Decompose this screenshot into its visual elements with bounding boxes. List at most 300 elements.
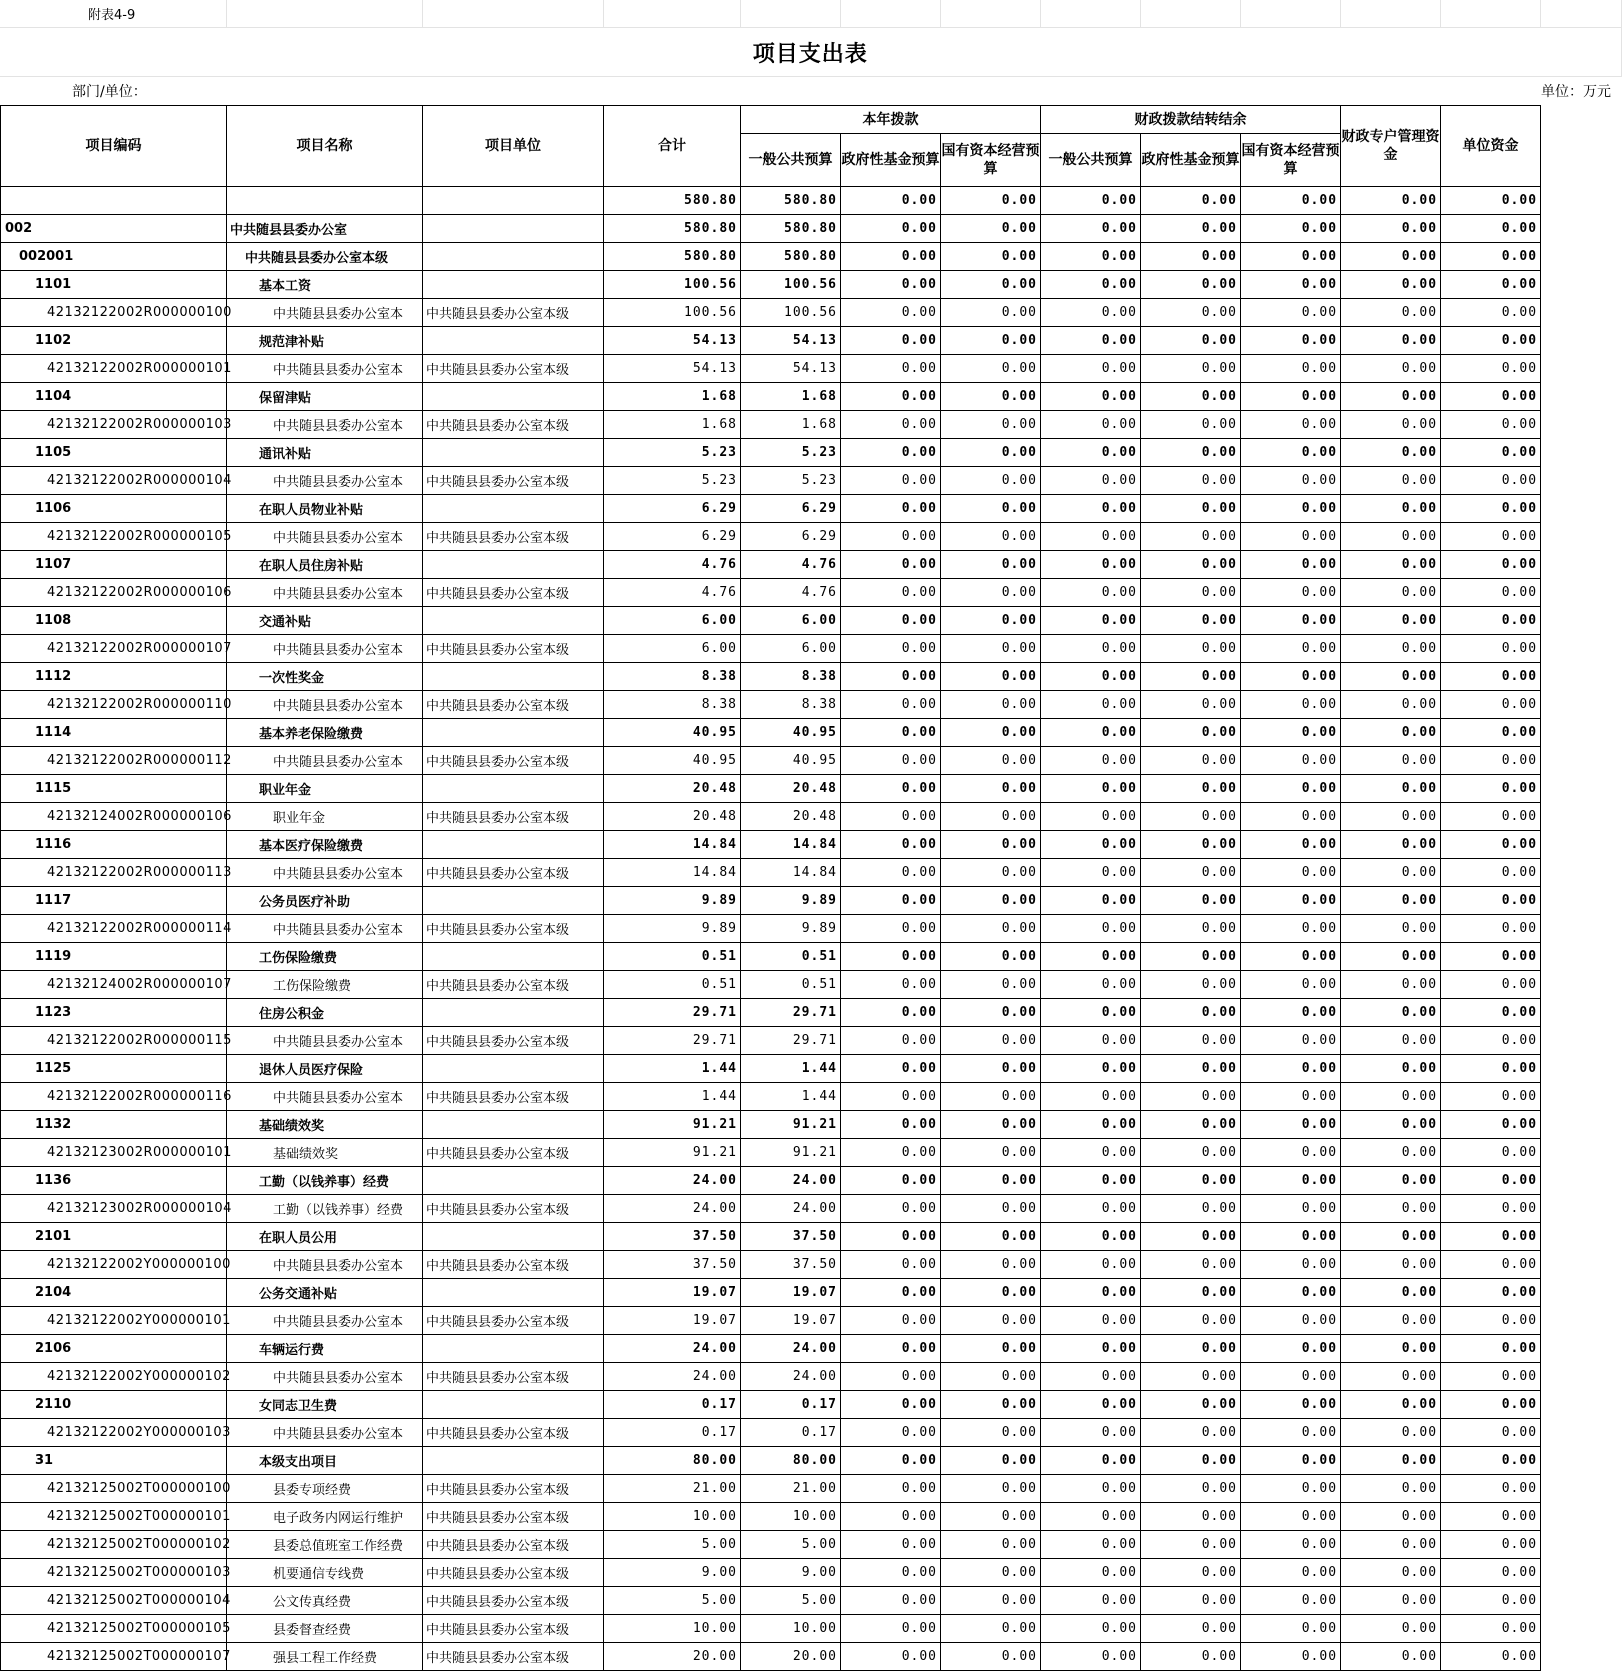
cell-value[interactable]: 0.00 bbox=[841, 215, 941, 243]
cell-name[interactable]: 中共随县县委办公室本 bbox=[227, 691, 423, 719]
cell-value[interactable]: 0.00 bbox=[941, 691, 1041, 719]
cell-value[interactable]: 19.07 bbox=[741, 1307, 841, 1335]
cell-name[interactable]: 基本养老保险缴费 bbox=[227, 719, 423, 747]
cell-code[interactable]: 42132122002R000000104 bbox=[1, 467, 227, 495]
cell-value[interactable]: 0.00 bbox=[941, 1475, 1041, 1503]
cell-value[interactable]: 0.00 bbox=[1341, 1503, 1441, 1531]
cell-value[interactable]: 0.00 bbox=[1041, 1251, 1141, 1279]
cell-value[interactable]: 0.00 bbox=[1041, 691, 1141, 719]
cell-value[interactable]: 80.00 bbox=[604, 1447, 741, 1475]
cell-value[interactable]: 37.50 bbox=[604, 1223, 741, 1251]
cell-value[interactable]: 580.80 bbox=[604, 215, 741, 243]
cell-value[interactable]: 0.00 bbox=[941, 327, 1041, 355]
cell-value[interactable]: 0.00 bbox=[1141, 299, 1241, 327]
cell-value[interactable]: 0.00 bbox=[1241, 747, 1341, 775]
cell-code[interactable]: 1123 bbox=[1, 999, 227, 1027]
cell-value[interactable]: 91.21 bbox=[741, 1139, 841, 1167]
cell-unit[interactable] bbox=[423, 663, 604, 691]
cell-code[interactable]: 42132125002T000000100 bbox=[1, 1475, 227, 1503]
cell-value[interactable]: 9.89 bbox=[741, 887, 841, 915]
cell-value[interactable]: 0.00 bbox=[1141, 1447, 1241, 1475]
cell-value[interactable]: 0.00 bbox=[1441, 915, 1541, 943]
cell-name[interactable]: 中共随县县委办公室本 bbox=[227, 1307, 423, 1335]
cell-value[interactable]: 0.00 bbox=[841, 915, 941, 943]
cell-code[interactable]: 42132125002T000000107 bbox=[1, 1643, 227, 1671]
cell-value[interactable]: 0.00 bbox=[1441, 1279, 1541, 1307]
cell-value[interactable]: 0.00 bbox=[1241, 859, 1341, 887]
cell-name[interactable]: 中共随县县委办公室本 bbox=[227, 915, 423, 943]
cell-value[interactable]: 0.00 bbox=[941, 1363, 1041, 1391]
cell-value[interactable]: 0.00 bbox=[841, 971, 941, 999]
cell-value[interactable]: 0.00 bbox=[1141, 691, 1241, 719]
cell-value[interactable]: 0.00 bbox=[1341, 1167, 1441, 1195]
cell-name[interactable]: 通讯补贴 bbox=[227, 439, 423, 467]
cell-unit[interactable]: 中共随县县委办公室本级 bbox=[423, 915, 604, 943]
cell-value[interactable]: 0.00 bbox=[1441, 1223, 1541, 1251]
cell-value[interactable]: 0.00 bbox=[841, 1167, 941, 1195]
cell-value[interactable]: 54.13 bbox=[741, 355, 841, 383]
cell-value[interactable]: 0.00 bbox=[1441, 859, 1541, 887]
cell-value[interactable]: 0.00 bbox=[941, 747, 1041, 775]
cell-name[interactable]: 基本工资 bbox=[227, 271, 423, 299]
cell-value[interactable]: 0.00 bbox=[1341, 915, 1441, 943]
cell-code[interactable]: 1106 bbox=[1, 495, 227, 523]
cell-value[interactable]: 4.76 bbox=[604, 579, 741, 607]
cell-name[interactable]: 职业年金 bbox=[227, 803, 423, 831]
cell-value[interactable]: 0.00 bbox=[1441, 635, 1541, 663]
cell-value[interactable]: 0.00 bbox=[1041, 1475, 1141, 1503]
cell-value[interactable]: 1.44 bbox=[604, 1055, 741, 1083]
cell-code[interactable]: 42132122002R000000114 bbox=[1, 915, 227, 943]
cell-value[interactable]: 0.00 bbox=[1141, 523, 1241, 551]
cell-code[interactable]: 1117 bbox=[1, 887, 227, 915]
cell-value[interactable]: 0.00 bbox=[1141, 1559, 1241, 1587]
cell-name[interactable]: 公文传真经费 bbox=[227, 1587, 423, 1615]
cell-value[interactable]: 0.00 bbox=[1141, 411, 1241, 439]
cell-value[interactable]: 0.00 bbox=[1041, 1027, 1141, 1055]
cell-code[interactable]: 1132 bbox=[1, 1111, 227, 1139]
cell-value[interactable]: 0.00 bbox=[1341, 999, 1441, 1027]
cell-value[interactable]: 0.00 bbox=[1241, 1055, 1341, 1083]
cell-unit[interactable] bbox=[423, 383, 604, 411]
cell-value[interactable]: 0.00 bbox=[1241, 775, 1341, 803]
cell-name[interactable]: 一次性奖金 bbox=[227, 663, 423, 691]
cell-value[interactable]: 20.48 bbox=[741, 803, 841, 831]
cell-code[interactable]: 42132122002R000000112 bbox=[1, 747, 227, 775]
cell-name[interactable]: 机要通信专线费 bbox=[227, 1559, 423, 1587]
cell-unit[interactable] bbox=[423, 1335, 604, 1363]
cell-value[interactable]: 4.76 bbox=[604, 551, 741, 579]
cell-value[interactable]: 0.00 bbox=[1041, 663, 1141, 691]
cell-value[interactable]: 0.00 bbox=[1241, 1167, 1341, 1195]
cell-code[interactable]: 2106 bbox=[1, 1335, 227, 1363]
cell-value[interactable]: 0.00 bbox=[1141, 579, 1241, 607]
cell-value[interactable]: 0.00 bbox=[841, 1139, 941, 1167]
cell-value[interactable]: 14.84 bbox=[604, 859, 741, 887]
cell-value[interactable]: 0.00 bbox=[1241, 607, 1341, 635]
cell-code[interactable]: 42132122002R000000107 bbox=[1, 635, 227, 663]
cell-unit[interactable]: 中共随县县委办公室本级 bbox=[423, 1475, 604, 1503]
cell-value[interactable]: 5.23 bbox=[741, 467, 841, 495]
cell-value[interactable]: 0.00 bbox=[941, 1615, 1041, 1643]
cell-value[interactable]: 0.00 bbox=[1341, 1419, 1441, 1447]
cell-value[interactable]: 0.00 bbox=[1141, 1055, 1241, 1083]
cell-code[interactable]: 1115 bbox=[1, 775, 227, 803]
cell-value[interactable]: 0.00 bbox=[941, 859, 1041, 887]
cell-value[interactable]: 0.00 bbox=[1141, 1503, 1241, 1531]
cell-value[interactable]: 0.00 bbox=[1441, 1391, 1541, 1419]
cell-code[interactable]: 1102 bbox=[1, 327, 227, 355]
cell-code[interactable]: 1108 bbox=[1, 607, 227, 635]
cell-value[interactable]: 37.50 bbox=[741, 1251, 841, 1279]
cell-value[interactable]: 0.00 bbox=[841, 747, 941, 775]
cell-value[interactable]: 0.00 bbox=[1341, 719, 1441, 747]
cell-name[interactable]: 公务交通补贴 bbox=[227, 1279, 423, 1307]
cell-name[interactable]: 强县工程工作经费 bbox=[227, 1643, 423, 1671]
cell-value[interactable]: 0.00 bbox=[841, 999, 941, 1027]
cell-value[interactable]: 0.00 bbox=[1241, 1559, 1341, 1587]
cell-value[interactable]: 0.00 bbox=[1041, 1083, 1141, 1111]
cell-value[interactable]: 0.00 bbox=[941, 551, 1041, 579]
cell-value[interactable]: 0.00 bbox=[1041, 635, 1141, 663]
cell-value[interactable]: 1.44 bbox=[741, 1083, 841, 1111]
cell-value[interactable]: 0.00 bbox=[1241, 439, 1341, 467]
cell-value[interactable]: 0.00 bbox=[1141, 1391, 1241, 1419]
cell-value[interactable]: 0.51 bbox=[604, 943, 741, 971]
cell-unit[interactable]: 中共随县县委办公室本级 bbox=[423, 1419, 604, 1447]
cell-value[interactable]: 0.00 bbox=[841, 1279, 941, 1307]
cell-value[interactable]: 0.00 bbox=[841, 495, 941, 523]
cell-value[interactable]: 0.00 bbox=[1041, 579, 1141, 607]
cell-value[interactable]: 0.00 bbox=[1441, 1139, 1541, 1167]
cell-name[interactable]: 工勤（以钱养事）经费 bbox=[227, 1195, 423, 1223]
cell-value[interactable]: 0.00 bbox=[941, 1391, 1041, 1419]
cell-value[interactable]: 0.00 bbox=[1241, 1643, 1341, 1671]
cell-value[interactable]: 0.00 bbox=[1241, 635, 1341, 663]
cell-value[interactable]: 0.00 bbox=[1241, 971, 1341, 999]
cell-value[interactable]: 0.00 bbox=[1341, 1083, 1441, 1111]
cell-value[interactable]: 14.84 bbox=[604, 831, 741, 859]
cell-value[interactable]: 0.00 bbox=[1341, 523, 1441, 551]
cell-unit[interactable]: 中共随县县委办公室本级 bbox=[423, 1559, 604, 1587]
cell-value[interactable]: 0.00 bbox=[941, 1307, 1041, 1335]
cell-value[interactable]: 91.21 bbox=[604, 1139, 741, 1167]
cell-value[interactable]: 0.00 bbox=[1041, 1643, 1141, 1671]
cell-value[interactable]: 0.00 bbox=[941, 1447, 1041, 1475]
cell-value[interactable]: 0.00 bbox=[1241, 1391, 1341, 1419]
cell-unit[interactable] bbox=[423, 439, 604, 467]
cell-value[interactable]: 6.00 bbox=[741, 607, 841, 635]
cell-unit[interactable]: 中共随县县委办公室本级 bbox=[423, 579, 604, 607]
cell-value[interactable]: 0.51 bbox=[741, 971, 841, 999]
cell-value[interactable]: 0.00 bbox=[1341, 663, 1441, 691]
cell-value[interactable]: 40.95 bbox=[741, 747, 841, 775]
cell-code[interactable]: 42132125002T000000102 bbox=[1, 1531, 227, 1559]
cell-value[interactable]: 0.00 bbox=[1441, 1111, 1541, 1139]
cell-value[interactable]: 0.00 bbox=[1241, 1335, 1341, 1363]
cell-value[interactable]: 0.00 bbox=[1141, 1195, 1241, 1223]
cell-value[interactable]: 4.76 bbox=[741, 551, 841, 579]
cell-value[interactable]: 0.00 bbox=[841, 663, 941, 691]
cell-value[interactable]: 0.00 bbox=[1441, 1615, 1541, 1643]
cell-value[interactable]: 0.00 bbox=[1041, 299, 1141, 327]
cell-value[interactable]: 0.00 bbox=[841, 1363, 941, 1391]
cell-value[interactable]: 0.00 bbox=[1041, 495, 1141, 523]
cell-unit[interactable] bbox=[423, 1167, 604, 1195]
cell-value[interactable]: 24.00 bbox=[741, 1335, 841, 1363]
cell-value[interactable]: 0.00 bbox=[1441, 719, 1541, 747]
cell-value[interactable]: 0.00 bbox=[1341, 1055, 1441, 1083]
cell-value[interactable]: 24.00 bbox=[741, 1363, 841, 1391]
cell-unit[interactable]: 中共随县县委办公室本级 bbox=[423, 1027, 604, 1055]
cell-value[interactable]: 0.00 bbox=[1141, 831, 1241, 859]
cell-unit[interactable]: 中共随县县委办公室本级 bbox=[423, 635, 604, 663]
cell-value[interactable]: 0.00 bbox=[1041, 1587, 1141, 1615]
cell-value[interactable]: 0.00 bbox=[941, 1587, 1041, 1615]
cell-value[interactable]: 0.00 bbox=[1341, 971, 1441, 999]
cell-unit[interactable] bbox=[423, 327, 604, 355]
cell-value[interactable]: 0.00 bbox=[1241, 803, 1341, 831]
cell-value[interactable]: 0.00 bbox=[941, 915, 1041, 943]
cell-value[interactable]: 0.00 bbox=[941, 467, 1041, 495]
cell-value[interactable]: 0.00 bbox=[1141, 355, 1241, 383]
cell-unit[interactable]: 中共随县县委办公室本级 bbox=[423, 747, 604, 775]
cell-value[interactable]: 5.23 bbox=[741, 439, 841, 467]
cell-value[interactable]: 0.00 bbox=[1341, 691, 1441, 719]
cell-value[interactable]: 0.00 bbox=[1341, 859, 1441, 887]
cell-value[interactable]: 20.48 bbox=[604, 775, 741, 803]
cell-name[interactable]: 在职人员物业补贴 bbox=[227, 495, 423, 523]
cell-value[interactable]: 0.00 bbox=[841, 1447, 941, 1475]
cell-value[interactable]: 0.00 bbox=[1141, 1335, 1241, 1363]
cell-value[interactable]: 0.00 bbox=[941, 1559, 1041, 1587]
cell-value[interactable]: 0.00 bbox=[841, 1111, 941, 1139]
cell-value[interactable]: 0.00 bbox=[1441, 1559, 1541, 1587]
cell-value[interactable]: 0.00 bbox=[1041, 943, 1141, 971]
cell-value[interactable]: 0.00 bbox=[941, 411, 1041, 439]
cell-value[interactable]: 0.00 bbox=[1341, 215, 1441, 243]
cell-value[interactable]: 5.00 bbox=[604, 1587, 741, 1615]
cell-value[interactable]: 0.00 bbox=[1041, 187, 1141, 215]
cell-value[interactable]: 0.00 bbox=[1241, 411, 1341, 439]
cell-value[interactable]: 0.51 bbox=[604, 971, 741, 999]
cell-code[interactable]: 42132123002R000000104 bbox=[1, 1195, 227, 1223]
cell-value[interactable]: 0.00 bbox=[1141, 467, 1241, 495]
cell-value[interactable]: 0.00 bbox=[1041, 1139, 1141, 1167]
cell-value[interactable]: 0.00 bbox=[841, 243, 941, 271]
cell-code[interactable]: 1104 bbox=[1, 383, 227, 411]
cell-value[interactable]: 0.00 bbox=[1441, 1447, 1541, 1475]
cell-value[interactable]: 37.50 bbox=[604, 1251, 741, 1279]
cell-value[interactable]: 0.00 bbox=[1441, 1419, 1541, 1447]
cell-value[interactable]: 0.00 bbox=[841, 1055, 941, 1083]
cell-value[interactable]: 0.00 bbox=[1241, 1111, 1341, 1139]
cell-unit[interactable] bbox=[423, 607, 604, 635]
cell-value[interactable]: 0.00 bbox=[1441, 1363, 1541, 1391]
cell-value[interactable]: 0.00 bbox=[841, 775, 941, 803]
cell-value[interactable]: 0.00 bbox=[1441, 999, 1541, 1027]
cell-value[interactable]: 0.00 bbox=[1141, 1475, 1241, 1503]
cell-value[interactable]: 0.00 bbox=[1041, 859, 1141, 887]
cell-value[interactable]: 0.00 bbox=[1141, 1643, 1241, 1671]
cell-value[interactable]: 0.00 bbox=[1441, 831, 1541, 859]
cell-unit[interactable] bbox=[423, 831, 604, 859]
cell-value[interactable]: 0.00 bbox=[1441, 775, 1541, 803]
cell-value[interactable]: 0.00 bbox=[1241, 579, 1341, 607]
cell-name[interactable]: 住房公积金 bbox=[227, 999, 423, 1027]
cell-value[interactable]: 0.00 bbox=[1141, 775, 1241, 803]
cell-value[interactable]: 0.00 bbox=[1241, 1531, 1341, 1559]
cell-value[interactable]: 100.56 bbox=[741, 299, 841, 327]
cell-value[interactable]: 40.95 bbox=[604, 747, 741, 775]
cell-value[interactable]: 0.00 bbox=[1241, 523, 1341, 551]
cell-unit[interactable] bbox=[423, 999, 604, 1027]
cell-value[interactable]: 37.50 bbox=[741, 1223, 841, 1251]
cell-unit[interactable] bbox=[423, 187, 604, 215]
cell-code[interactable]: 42132122002R000000101 bbox=[1, 355, 227, 383]
cell-value[interactable]: 0.00 bbox=[941, 1503, 1041, 1531]
cell-value[interactable]: 0.00 bbox=[941, 999, 1041, 1027]
cell-value[interactable]: 0.00 bbox=[1041, 719, 1141, 747]
cell-value[interactable]: 0.00 bbox=[941, 1055, 1041, 1083]
cell-value[interactable]: 0.00 bbox=[1141, 1615, 1241, 1643]
cell-unit[interactable] bbox=[423, 1279, 604, 1307]
cell-value[interactable]: 0.00 bbox=[841, 1615, 941, 1643]
cell-value[interactable]: 24.00 bbox=[604, 1335, 741, 1363]
cell-value[interactable]: 0.00 bbox=[1341, 775, 1441, 803]
cell-value[interactable]: 0.00 bbox=[1141, 1251, 1241, 1279]
cell-unit[interactable]: 中共随县县委办公室本级 bbox=[423, 1083, 604, 1111]
cell-value[interactable]: 0.00 bbox=[1341, 1335, 1441, 1363]
cell-value[interactable]: 0.00 bbox=[1341, 1391, 1441, 1419]
cell-value[interactable]: 0.00 bbox=[1241, 187, 1341, 215]
cell-code[interactable]: 42132122002R000000105 bbox=[1, 523, 227, 551]
cell-name[interactable]: 中共随县县委办公室本 bbox=[227, 1027, 423, 1055]
cell-name[interactable]: 公务员医疗补助 bbox=[227, 887, 423, 915]
cell-code[interactable]: 42132122002R000000106 bbox=[1, 579, 227, 607]
cell-value[interactable]: 0.00 bbox=[1341, 299, 1441, 327]
cell-code[interactable]: 42132122002R000000115 bbox=[1, 1027, 227, 1055]
cell-value[interactable]: 0.00 bbox=[1041, 971, 1141, 999]
cell-value[interactable]: 0.00 bbox=[1341, 1223, 1441, 1251]
cell-value[interactable]: 0.00 bbox=[1341, 411, 1441, 439]
cell-value[interactable]: 580.80 bbox=[741, 243, 841, 271]
cell-value[interactable]: 0.00 bbox=[941, 523, 1041, 551]
cell-value[interactable]: 40.95 bbox=[604, 719, 741, 747]
cell-name[interactable]: 中共随县县委办公室 bbox=[227, 215, 423, 243]
cell-value[interactable]: 0.00 bbox=[1441, 1167, 1541, 1195]
cell-code[interactable]: 42132122002Y000000102 bbox=[1, 1363, 227, 1391]
cell-value[interactable]: 10.00 bbox=[604, 1615, 741, 1643]
cell-value[interactable]: 0.00 bbox=[1341, 887, 1441, 915]
cell-value[interactable]: 0.00 bbox=[941, 1083, 1041, 1111]
cell-name[interactable]: 中共随县县委办公室本 bbox=[227, 635, 423, 663]
cell-value[interactable]: 0.00 bbox=[1441, 1475, 1541, 1503]
cell-value[interactable]: 0.00 bbox=[1141, 971, 1241, 999]
cell-unit[interactable] bbox=[423, 1111, 604, 1139]
cell-value[interactable]: 0.00 bbox=[841, 607, 941, 635]
cell-value[interactable]: 0.00 bbox=[841, 1419, 941, 1447]
cell-unit[interactable] bbox=[423, 495, 604, 523]
cell-unit[interactable]: 中共随县县委办公室本级 bbox=[423, 1587, 604, 1615]
cell-value[interactable]: 0.00 bbox=[1441, 495, 1541, 523]
cell-value[interactable]: 0.00 bbox=[941, 1139, 1041, 1167]
cell-value[interactable]: 40.95 bbox=[741, 719, 841, 747]
cell-value[interactable]: 0.00 bbox=[1041, 999, 1141, 1027]
cell-value[interactable]: 0.00 bbox=[941, 607, 1041, 635]
cell-value[interactable]: 0.00 bbox=[841, 1251, 941, 1279]
cell-value[interactable]: 0.00 bbox=[1141, 747, 1241, 775]
cell-value[interactable]: 0.00 bbox=[941, 243, 1041, 271]
cell-value[interactable]: 0.00 bbox=[1041, 1419, 1141, 1447]
cell-name[interactable]: 基本医疗保险缴费 bbox=[227, 831, 423, 859]
cell-value[interactable]: 5.00 bbox=[604, 1531, 741, 1559]
cell-code[interactable]: 42132122002R000000113 bbox=[1, 859, 227, 887]
cell-value[interactable]: 0.00 bbox=[1041, 551, 1141, 579]
cell-value[interactable]: 0.00 bbox=[841, 1335, 941, 1363]
cell-name[interactable]: 县委督查经费 bbox=[227, 1615, 423, 1643]
cell-name[interactable]: 规范津补贴 bbox=[227, 327, 423, 355]
cell-name[interactable]: 中共随县县委办公室本 bbox=[227, 1083, 423, 1111]
cell-value[interactable]: 0.00 bbox=[1241, 383, 1341, 411]
cell-value[interactable]: 0.00 bbox=[1341, 439, 1441, 467]
cell-value[interactable]: 0.51 bbox=[741, 943, 841, 971]
cell-value[interactable]: 0.00 bbox=[1341, 1363, 1441, 1391]
cell-value[interactable]: 0.00 bbox=[1441, 1531, 1541, 1559]
cell-value[interactable]: 0.00 bbox=[841, 1307, 941, 1335]
cell-code[interactable]: 1105 bbox=[1, 439, 227, 467]
cell-value[interactable]: 0.00 bbox=[1041, 1167, 1141, 1195]
cell-value[interactable]: 0.00 bbox=[841, 551, 941, 579]
cell-name[interactable]: 女同志卫生费 bbox=[227, 1391, 423, 1419]
cell-unit[interactable]: 中共随县县委办公室本级 bbox=[423, 523, 604, 551]
cell-code[interactable]: 42132125002T000000105 bbox=[1, 1615, 227, 1643]
cell-value[interactable]: 0.00 bbox=[941, 971, 1041, 999]
cell-value[interactable]: 0.00 bbox=[1241, 887, 1341, 915]
cell-value[interactable]: 0.00 bbox=[841, 299, 941, 327]
cell-value[interactable]: 580.80 bbox=[741, 215, 841, 243]
cell-value[interactable]: 0.17 bbox=[741, 1391, 841, 1419]
cell-name[interactable]: 基础绩效奖 bbox=[227, 1111, 423, 1139]
cell-name[interactable]: 中共随县县委办公室本 bbox=[227, 355, 423, 383]
cell-value[interactable]: 0.00 bbox=[841, 383, 941, 411]
cell-value[interactable]: 0.00 bbox=[941, 579, 1041, 607]
cell-value[interactable]: 0.00 bbox=[1141, 1419, 1241, 1447]
cell-value[interactable]: 1.44 bbox=[741, 1055, 841, 1083]
cell-value[interactable]: 0.00 bbox=[841, 1587, 941, 1615]
cell-value[interactable]: 0.00 bbox=[1141, 1027, 1241, 1055]
cell-value[interactable]: 0.00 bbox=[1241, 1139, 1341, 1167]
cell-value[interactable]: 20.00 bbox=[741, 1643, 841, 1671]
cell-value[interactable]: 0.00 bbox=[1341, 187, 1441, 215]
cell-value[interactable]: 4.76 bbox=[741, 579, 841, 607]
cell-value[interactable]: 0.00 bbox=[941, 831, 1041, 859]
cell-value[interactable]: 10.00 bbox=[741, 1615, 841, 1643]
cell-value[interactable]: 0.00 bbox=[941, 663, 1041, 691]
cell-value[interactable]: 21.00 bbox=[741, 1475, 841, 1503]
cell-value[interactable]: 0.00 bbox=[841, 1083, 941, 1111]
cell-value[interactable]: 0.00 bbox=[1341, 1643, 1441, 1671]
cell-value[interactable]: 0.00 bbox=[1241, 1587, 1341, 1615]
cell-value[interactable]: 0.00 bbox=[841, 271, 941, 299]
cell-value[interactable]: 1.44 bbox=[604, 1083, 741, 1111]
cell-value[interactable]: 0.00 bbox=[1141, 1363, 1241, 1391]
cell-value[interactable]: 0.00 bbox=[1141, 915, 1241, 943]
cell-value[interactable]: 0.00 bbox=[841, 1391, 941, 1419]
cell-name[interactable]: 中共随县县委办公室本级 bbox=[227, 243, 423, 271]
cell-unit[interactable] bbox=[423, 1223, 604, 1251]
cell-unit[interactable] bbox=[423, 1447, 604, 1475]
